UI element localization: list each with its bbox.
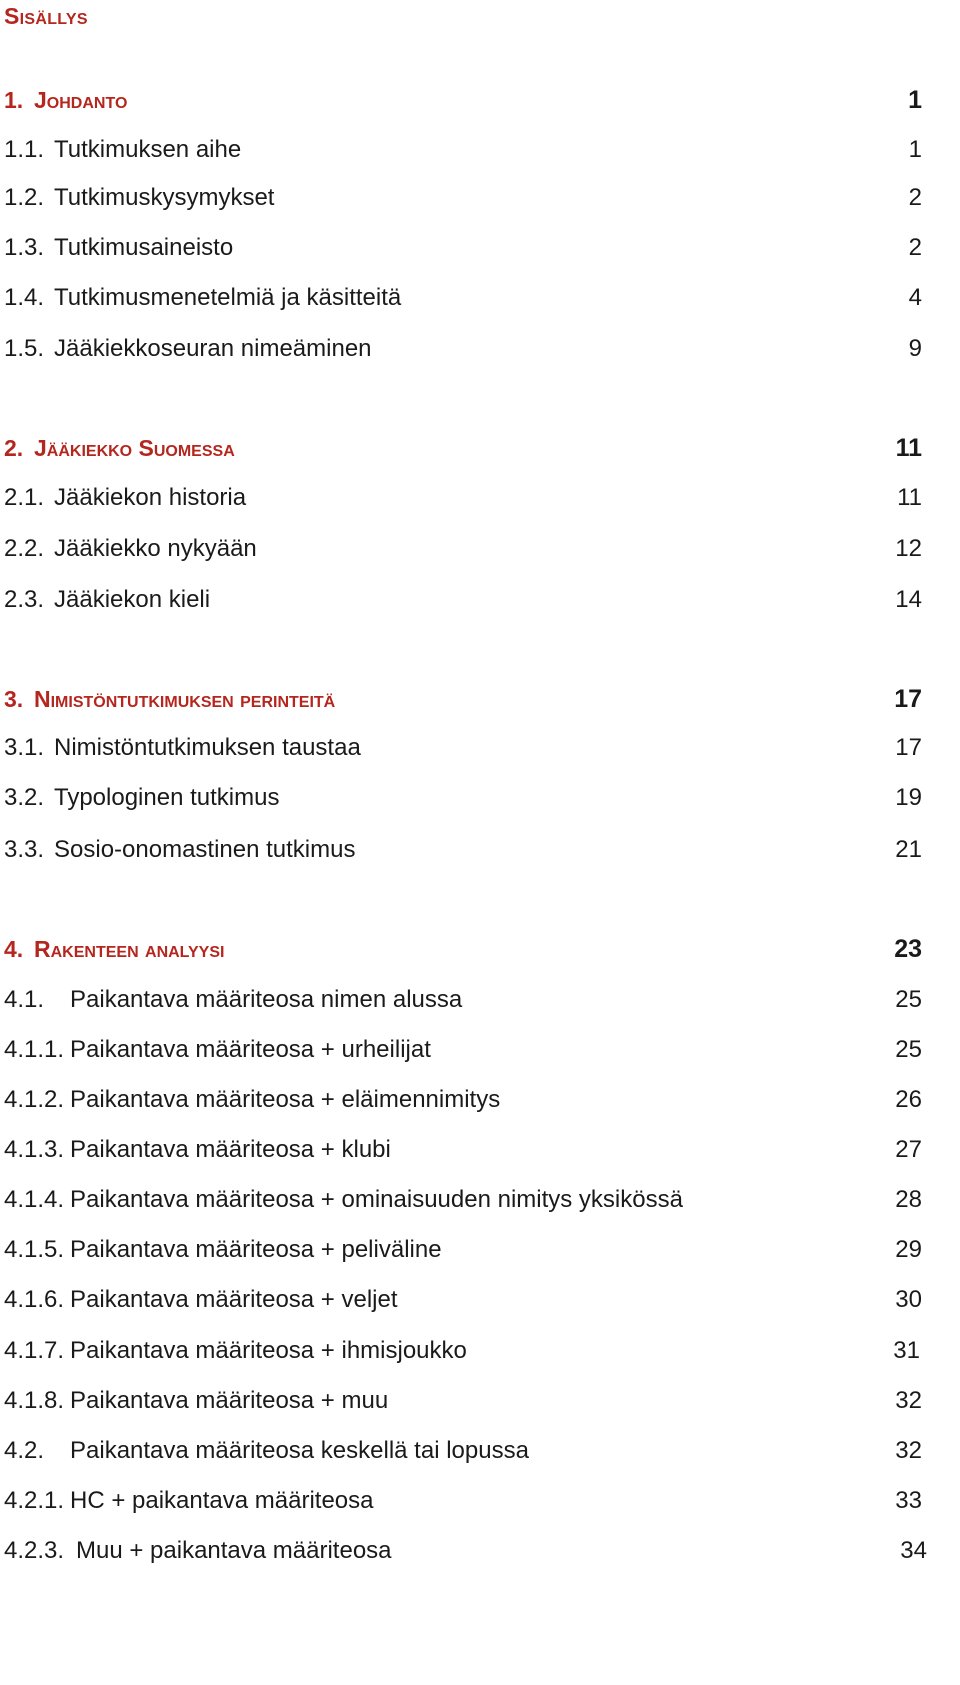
page-number: 11 <box>895 434 922 462</box>
section-title: Tutkimusaineisto <box>54 234 234 261</box>
section-number: 4.2.3. <box>4 1537 65 1564</box>
section-number: 4.1. <box>4 986 45 1013</box>
section-title: Sosio-onomastinen tutkimus <box>54 836 356 863</box>
page-number: 34 <box>900 1537 927 1564</box>
toc-section-entry[interactable] <box>0 1534 960 1568</box>
toc-section-entry[interactable] <box>0 1033 960 1067</box>
section-title: Jääkiekko Suomessa <box>34 435 235 461</box>
toc-section-entry[interactable] <box>0 1133 960 1167</box>
section-title: HC + paikantava määriteosa <box>70 1487 374 1514</box>
section-number: 1.3. <box>4 234 45 261</box>
section-title: Jääkiekkoseuran nimeäminen <box>54 335 372 362</box>
page-number: 29 <box>895 1236 922 1263</box>
section-number: 4.2. <box>4 1437 45 1464</box>
toc-chapter-entry[interactable] <box>0 682 960 716</box>
section-title: Jääkiekon historia <box>54 484 247 511</box>
page-number: 25 <box>895 986 922 1013</box>
toc-section-entry[interactable] <box>0 983 960 1017</box>
toc-section-entry[interactable] <box>0 1083 960 1117</box>
section-title: Paikantava määriteosa + urheilijat <box>70 1036 431 1063</box>
section-number: 4.1.8. <box>4 1387 65 1414</box>
toc-section-entry[interactable] <box>0 1283 960 1317</box>
toc-chapter-entry[interactable] <box>0 431 960 465</box>
page-number: 1 <box>908 136 922 163</box>
toc-section-entry[interactable] <box>0 1233 960 1267</box>
section-title: Rakenteen analyysi <box>34 936 225 962</box>
toc-section-entry[interactable] <box>0 1384 960 1418</box>
page-number: 23 <box>894 935 922 963</box>
section-title: Nimistöntutkimuksen perinteitä <box>34 686 336 712</box>
page-number: 2 <box>908 234 922 261</box>
toc-section-entry[interactable] <box>0 583 960 617</box>
section-number: 4.1.3. <box>4 1136 65 1163</box>
page-number: 12 <box>895 535 922 562</box>
section-number: 4.1.2. <box>4 1086 65 1113</box>
toc-section-entry[interactable] <box>0 332 960 366</box>
page-number: 1 <box>908 86 922 114</box>
section-title: Jääkiekon kieli <box>54 586 211 613</box>
toc-section-entry[interactable] <box>0 731 960 765</box>
section-title: Paikantava määriteosa keskellä tai lopussa <box>70 1437 529 1464</box>
page-number: 19 <box>895 784 922 811</box>
section-number: 2.3. <box>4 586 45 613</box>
section-title: Tutkimuskysymykset <box>54 184 275 211</box>
section-number: 4.1.1. <box>4 1036 65 1063</box>
section-title: Johdanto <box>34 87 128 113</box>
page-number: 21 <box>895 836 922 863</box>
page-number: 4 <box>908 284 922 311</box>
section-title: Tutkimusmenetelmiä ja käsitteitä <box>54 284 402 311</box>
section-number: 2.2. <box>4 535 45 562</box>
page-number: 11 <box>897 484 922 511</box>
section-number: 1. <box>4 87 24 113</box>
section-title: Paikantava määriteosa + ominaisuuden nimitys yksikössä <box>70 1186 683 1213</box>
section-number: 4.1.4. <box>4 1186 65 1213</box>
section-number: 4.1.6. <box>4 1286 65 1313</box>
page-number: 32 <box>895 1437 922 1464</box>
section-number: 2. <box>4 435 24 461</box>
page-number: 32 <box>895 1387 922 1414</box>
toc-section-entry[interactable] <box>0 481 960 515</box>
section-title: Paikantava määriteosa + veljet <box>70 1286 398 1313</box>
section-title: Paikantava määriteosa nimen alussa <box>70 986 463 1013</box>
page-number: 31 <box>893 1337 920 1364</box>
toc-section-entry[interactable] <box>0 1484 960 1518</box>
section-title: Nimistöntutkimuksen taustaa <box>54 734 361 761</box>
page-number: 17 <box>894 685 922 713</box>
section-number: 4.1.5. <box>4 1236 65 1263</box>
section-number: 3. <box>4 686 24 712</box>
section-number: 4. <box>4 936 24 962</box>
toc-section-entry[interactable] <box>0 1334 960 1368</box>
section-title: Muu + paikantava määriteosa <box>76 1537 392 1564</box>
page-number: 2 <box>908 184 922 211</box>
section-number: 4.1.7. <box>4 1337 65 1364</box>
section-title: Jääkiekko nykyään <box>54 535 257 562</box>
section-number: 1.5. <box>4 335 45 362</box>
toc-section-entry[interactable] <box>0 231 960 265</box>
section-title: Paikantava määriteosa + ihmisjoukko <box>70 1337 467 1364</box>
toc-section-entry[interactable] <box>0 1183 960 1217</box>
section-number: 3.2. <box>4 784 45 811</box>
page-number: 14 <box>895 586 922 613</box>
section-title: Paikantava määriteosa + peliväline <box>70 1236 442 1263</box>
section-title: Paikantava määriteosa + muu <box>70 1387 389 1414</box>
section-number: 1.1. <box>4 136 45 163</box>
toc-section-entry[interactable] <box>0 532 960 566</box>
toc-chapter-entry[interactable] <box>0 83 960 117</box>
page-number: 28 <box>895 1186 922 1213</box>
section-number: 1.4. <box>4 284 45 311</box>
section-title: Paikantava määriteosa + eläimennimitys <box>70 1086 501 1113</box>
toc-title: Sisällys <box>4 3 88 29</box>
page-number: 33 <box>895 1487 922 1514</box>
toc-section-entry[interactable] <box>0 181 960 215</box>
toc-section-entry[interactable] <box>0 281 960 315</box>
toc-section-entry[interactable] <box>0 781 960 815</box>
toc-section-entry[interactable] <box>0 1434 960 1468</box>
section-title: Paikantava määriteosa + klubi <box>70 1136 391 1163</box>
section-title: Tutkimuksen aihe <box>54 136 242 163</box>
page-number: 30 <box>895 1286 922 1313</box>
toc-chapter-entry[interactable] <box>0 932 960 966</box>
section-number: 4.2.1. <box>4 1487 65 1514</box>
toc-section-entry[interactable] <box>0 833 960 867</box>
page-number: 27 <box>895 1136 922 1163</box>
section-title: Typologinen tutkimus <box>54 784 280 811</box>
toc-section-entry[interactable] <box>0 133 960 167</box>
section-number: 1.2. <box>4 184 45 211</box>
page-number: 26 <box>895 1086 922 1113</box>
section-number: 3.1. <box>4 734 45 761</box>
page-number: 17 <box>895 734 922 761</box>
section-number: 2.1. <box>4 484 45 511</box>
section-number: 3.3. <box>4 836 45 863</box>
page-number: 25 <box>895 1036 922 1063</box>
page-number: 9 <box>908 335 922 362</box>
